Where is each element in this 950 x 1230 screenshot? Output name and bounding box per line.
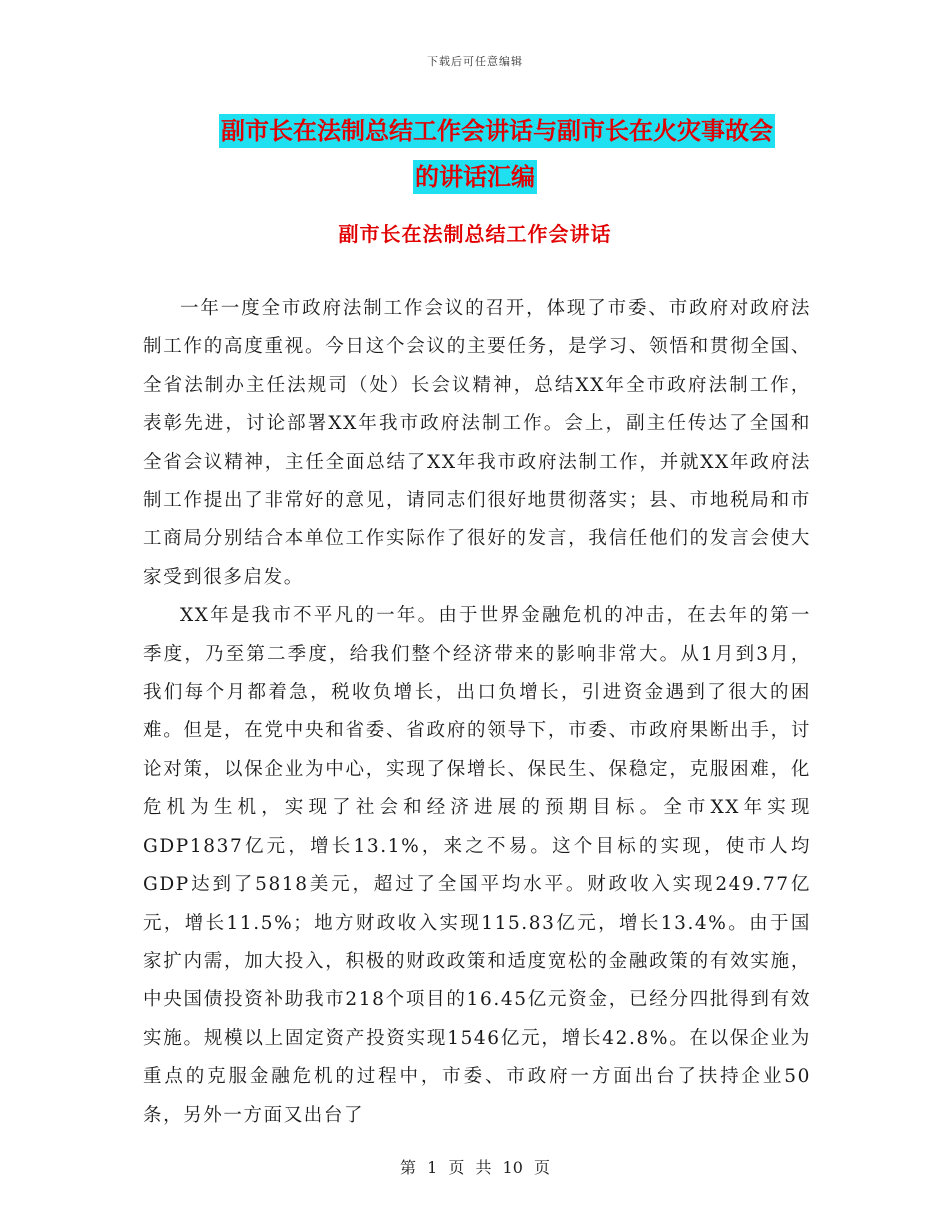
document-title-line-1: 副市长在法制总结工作会讲话与副市长在火灾事故会 (0, 108, 950, 154)
paragraph: 一年一度全市政府法制工作会议的召开，体现了市委、市政府对政府法制工作的高度重视。今日这个会议的主要任务，是学习、领悟和贯彻全国、全省法制办主任法规司（处）长会议精神，总结XX年全市政府法制工作，表彰先进，讨论部署XX年我市政府法制工作。会上，副主任传达了全国和全省会议精神，主任全面总结了XX年我市政府法制工作，并就XX年政府法制工作提出了非常好的意见，请同志们很好地贯彻落实；县、市地税局和市工商局分别结合本单位工作实际作了很好的发言，我信任他们的发言会使大家受到很多启发。 (143, 298, 811, 588)
section-title: 副市长在法制总结工作会讲话 (338, 222, 612, 246)
document-title (0, 108, 950, 200)
header-note: 下载后可任意编辑 (427, 55, 523, 68)
document-title-line-2: 的讲话汇编 (413, 160, 537, 194)
body-text (143, 290, 811, 1135)
page-footer: 第 1 页 共 10 页 (400, 1158, 550, 1177)
paragraph: XX年是我市不平凡的一年。由于世界金融危机的冲击，在去年的第一季度，乃至第二季度，给我们整个经济带来的影响非常大。从1月到3月，我们每个月都着急，税收负增长，出口负增长，引进资金遇到了很大的困难。但是，在党中央和省委、省政府的领导下，市委、市政府果断出手，讨论对策，以保企业为中心，实现了保增长、保民生、保稳定，克服困难，化危机为生机，实现了社会和经济进展的预期目标。全市XX年实现GDP1837亿元，增长13.1%，来之不易。这个目标的实现，使市人均GDP达到了5818美元，超过了全国平均水平。财政收入实现249.77亿元，增长11.5%；地方财政收入实现115.83亿元，增长13.4%。由于国家扩内需，加大投入，积极的财政政策和适度宽松的金融政策的有效实施，中央国债投资补助我市218个项目的16.45亿元资金，已经分四批得到有效实施。规模以上固定资产投资实现1546亿元，增长42.8%。在以保企业为重点的克服金融危机的过程中，市委、市政府一方面出台了扶持企业50条，另外一方面又出台了 (143, 605, 811, 1126)
